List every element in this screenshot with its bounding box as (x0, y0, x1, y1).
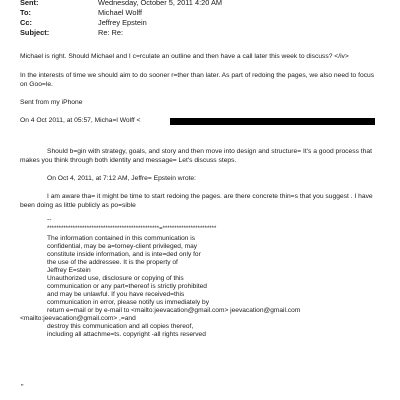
signature-separator: -- (47, 216, 52, 223)
stars-divider: ************************************************=*********************** (47, 226, 217, 232)
to-row (20, 7, 390, 17)
disclaimer-line-1: The information contained in this communication is (47, 235, 196, 242)
footer-mark: " (21, 384, 24, 391)
disclaimer-line-8: and may be unlawful. If you have received=this (47, 291, 185, 298)
sent-row (20, 0, 390, 7)
sent-label: Sent: (20, 0, 39, 7)
disclaimer-line-6: Unauthorized use, disclosure or copying of this (47, 275, 184, 282)
redaction-block (170, 118, 375, 125)
subject-row (20, 27, 390, 37)
body-line-6: On Oct 4, 2011, at 7:12 AM, Jeffre= Epstein wrote: (47, 175, 197, 182)
cc-label: Cc: (20, 17, 32, 27)
disclaimer-line-9: communication in error, please notify us immediately by (47, 299, 209, 306)
body-line-5b: makes you think through both identity and message= Let's discuss steps. (20, 157, 237, 164)
to-label: To: (20, 7, 31, 17)
body-line-3: Sent from my iPhone (20, 99, 83, 106)
email-header (20, 0, 390, 37)
disclaimer-line-13: including all attachme=ts. copyright -all rights reserved (47, 331, 206, 338)
cc-row (20, 17, 390, 27)
body-line-2b: on Goo=le. (20, 81, 53, 88)
body-line-7b: been doing as little publicly as po=sible (20, 202, 136, 209)
subject-value: Re: Re: (98, 27, 124, 37)
disclaimer-line-12: destroy this communication and all copies thereof, (47, 323, 194, 330)
disclaimer-line-11: <mailto:jeevacation@gmail.com> ,=and (20, 315, 136, 322)
disclaimer-line-3: constitute inside information, and is inte=ded only for (47, 251, 201, 258)
disclaimer-line-4: the use of the addressee. It is the property of (47, 259, 178, 266)
body-line-1: Michael is right. Should Michael and I c=rculate an outline and then have a call later this week to discuss? </iv> (20, 53, 349, 60)
to-value: Michael Wolff (98, 7, 143, 17)
disclaimer-line-7: communication or any part=thereof is strictly prohibited (47, 283, 207, 290)
body-line-2a: In the interests of time we should aim to do sooner r=ther than later. As part of redoing the pages, we also need to focus (20, 72, 375, 79)
body-line-5a: Should b=gin with strategy, goals, and story and then move into design and structure= It's a good process that (47, 148, 372, 155)
body-line-4: On 4 Oct 2011, at 05:57, Micha=l Wolff < (20, 117, 141, 124)
disclaimer-line-2: confidential, may be a=torney-client privileged, may (47, 243, 198, 250)
cc-value: Jeffrey Epstein (98, 17, 147, 27)
disclaimer-line-5: Jeffrey E=stein (47, 267, 91, 274)
sent-value: Wednesday, October 5, 2011 4:20 AM (98, 0, 223, 7)
subject-label: Subject: (20, 27, 50, 37)
body-line-7a: I am aware tha= it might be time to start redoing the pages. are there concrete thin=s that you suggest . I have (47, 193, 373, 200)
disclaimer-line-10: return e=mail or by e-mail to <mailto:jeevacation@gmail.com> jeevacation@gmail.com (47, 307, 301, 314)
